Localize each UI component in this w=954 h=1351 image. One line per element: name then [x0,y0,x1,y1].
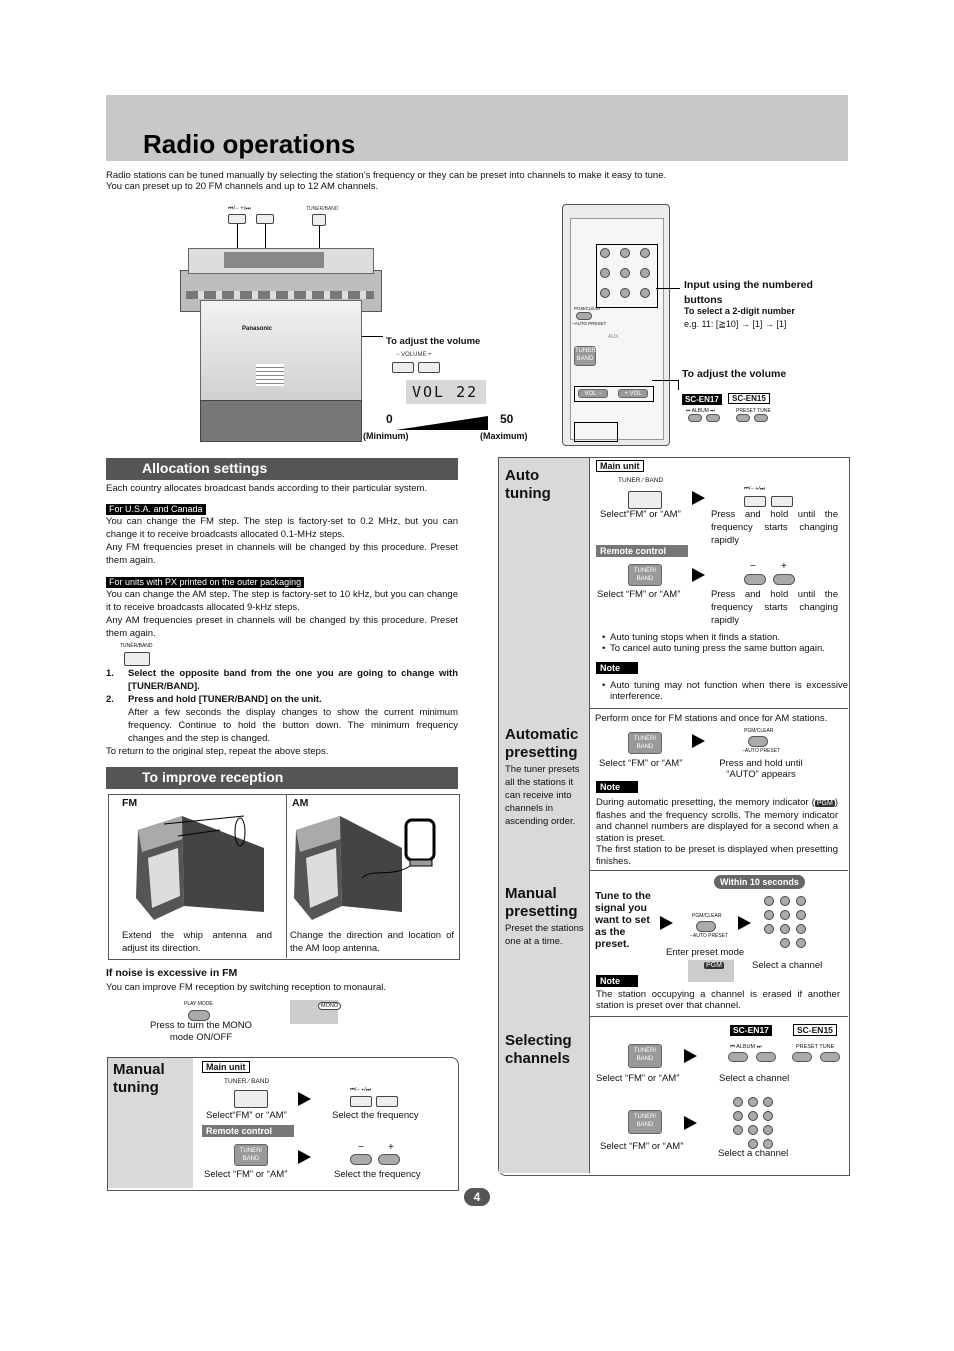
pgm-indicator-icon: PGM [816,800,833,807]
two-digit-label: To select a 2-digit number [684,306,795,316]
ap-pgm-clear-label: PGM/CLEAR [744,728,774,734]
at-arrow-1 [692,491,705,505]
am-caption: Change the direction and location of the AM loop antenna. [290,930,454,954]
remote-aux-label: AUX [608,334,619,340]
allocation-heading: Allocation settings [106,458,458,480]
at-note-text: • Auto tuning may not function when there is excessive interference. [610,680,848,702]
sc-album-down-button[interactable] [728,1052,748,1062]
sc-select-2: Select “FM” or “AM” [600,1141,684,1152]
px-para-1: You can change the AM step. The step is factory-set to 10 kHz, but you can change it to receive broadcasts allocated 9-kHz steps. [106,589,458,613]
tuner-band-button[interactable] [312,214,326,226]
preset-up-button[interactable] [754,414,768,422]
auto-preset-title: Automatic presetting [505,726,579,761]
page-number: 4 [464,1188,490,1206]
manual-preset-sub: Preset the stations one at a time. [505,923,584,947]
stereo-unit-body [180,248,380,424]
volume-display: VOL 22 [406,380,486,404]
mt-select-frequency: Select the frequency [332,1110,419,1121]
skip-forward-button[interactable] [256,214,274,224]
volume-down-button[interactable] [392,362,414,373]
step-2-number: 2. [106,694,114,705]
mt-arrow-1 [298,1092,311,1106]
ap-note-part-a: During automatic presetting, the memory indicator ( [596,797,815,808]
within-10-seconds-badge: Within 10 seconds [714,875,805,889]
mt-skip-forward-button[interactable] [376,1096,398,1107]
mono-caption [136,1020,266,1044]
manual-tuning-title: Manual tuning [113,1061,165,1096]
numbered-buttons-title: Input using the numbered buttons [684,279,813,306]
intro-line-2: You can preset up to 20 FM channels and up to 12 AM channels. [106,181,379,192]
mt-skip-label: ⏮/− +/⏭ [350,1087,371,1093]
sc-tuner-band-button-2[interactable]: TUNER/ BAND [628,1110,662,1134]
sc-tuner-band-button-1[interactable]: TUNER/ BAND [628,1044,662,1068]
fm-caption: Extend the whip antenna and adjust its direction. [122,930,272,954]
at-bullets [600,632,850,654]
sc-channel-keypad [733,1097,793,1153]
at-remote-tuner-band-button[interactable]: TUNER/ BAND [628,564,662,586]
remote-pgm-clear-button[interactable] [576,312,592,320]
at-select-2: Select “FM” or “AM” [597,589,681,600]
model-sc-en17-tag: SC-EN17 [682,394,722,405]
mp-note-tag: Note [596,975,638,987]
mono-indicator: MONO [318,1002,341,1010]
at-hold-1: Press and hold until the frequency starts changing rapidly [711,509,838,546]
at-minus-label: − [750,561,756,572]
two-digit-example: e.g. 11: [≧10] → [1] → [1] [684,319,787,329]
volume-min-value: 0 [386,412,393,426]
main-unit-figure [170,200,550,445]
sc-arrow-1 [684,1049,697,1063]
ap-note [596,797,838,867]
mp-pgm-clear-label: PGM/CLEAR [692,913,722,919]
at-bullet-1: • Auto tuning stops when it finds a station. [610,632,850,643]
sc-album-up-button[interactable] [756,1052,776,1062]
allocation-tuner-band-button[interactable] [124,652,150,666]
mt-arrow-2 [298,1150,311,1164]
manual-preset-title: Manual presetting [505,885,578,920]
at-tuner-band-button[interactable] [628,491,662,509]
mp-pgm-icon: PGM [706,962,722,969]
mono-caption-line-1: Press to turn the MONO [150,1020,252,1031]
remote-tuner-band-button[interactable]: TUNER/ BAND [574,346,596,366]
ap-note-part-c: The first station to be preset is displayed when presetting finishes. [596,844,838,867]
remote-pgm-clear-label: PGM/CLEAR [574,306,601,311]
at-skip-label: ⏮/− +/⏭ [744,486,765,492]
mt-main-unit-tag: Main unit [202,1061,250,1073]
at-skip-forward-button[interactable] [771,496,793,507]
ap-auto-preset-label: −AUTO PRESET [742,748,781,754]
mt-tuner-band-label: TUNER ⁄ BAND [224,1078,270,1085]
volume-min-label: (Minimum) [363,431,409,441]
ap-pgm-clear-button[interactable] [748,736,768,747]
sc-select-channel-1: Select a channel [719,1073,790,1084]
sc-select-channel-2: Select a channel [718,1148,789,1159]
mt-remote-minus-button[interactable] [350,1154,372,1165]
am-loop-antenna-illustration [292,808,442,926]
ap-tuner-band-button[interactable]: TUNER/ BAND [628,732,662,754]
mp-auto-preset-label: −AUTO PRESET [690,933,729,939]
step-1-number: 1. [106,668,114,679]
remote-auto-preset-label: −AUTO PRESET [572,321,607,326]
ap-intro: Perform once for FM stations and once for AM stations. [595,713,828,724]
at-arrow-2 [692,568,705,582]
at-select-1: Select“FM” or “AM” [600,509,681,520]
sc-arrow-2 [684,1116,697,1130]
sc-preset-tune-label: PRESET TUNE [796,1044,835,1050]
mt-remote-tuner-band-button[interactable]: TUNER/ BAND [234,1144,268,1166]
volume-label: − VOLUME + [396,352,432,358]
usa-tag: For U.S.A. and Canada [106,504,206,515]
at-bullet-2: • To cancel auto tuning press the same button again. [610,643,850,654]
mp-arrow-1 [660,916,673,930]
usa-para-2: Any FM frequencies preset in channels will be changed by this procedure. Preset them again. [106,542,458,566]
numbered-keypad [600,248,656,304]
fm-antenna-illustration [124,808,274,926]
page-title: Radio operations [143,129,356,159]
ap-note-tag: Note [596,781,638,793]
mp-arrow-2 [738,916,751,930]
preset-down-button[interactable] [736,414,750,422]
sc-model-sc-en15-tag: SC-EN15 [793,1024,837,1036]
volume-ramp [396,416,488,430]
usa-para-1: You can change the FM step. The step is factory-set to 0.2 MHz, but you can change it to receive broadcasts allocated 0.1-MHz steps. [106,516,458,540]
volume-max-label: (Maximum) [480,431,528,441]
mt-plus-label: + [388,1142,394,1153]
intro-line-1: Radio stations can be tuned manually by selecting the station’s frequency or they can be preset into channels to make it easy to tune. [106,170,667,181]
mp-enter-preset: Enter preset mode [666,947,745,958]
mp-tune-to: Tune to the signal you want to set as the preset. [595,890,651,950]
mp-select-channel: Select a channel [752,960,823,971]
mt-select-fm-am-2: Select “FM” or “AM” [204,1169,288,1180]
ap-note-part-b: ) flashes and the frequency scrolls. The memory indicator and channel numbers are displayed for a second when a station is preset. [596,797,838,844]
mt-skip-back-button[interactable] [350,1096,372,1107]
remote-vol-down-button[interactable]: VOL − [578,389,608,398]
at-tuner-band-label: TUNER ⁄ BAND [618,477,664,484]
at-note [600,680,848,702]
mt-remote-tag: Remote control [202,1125,294,1137]
noise-text: You can improve FM reception by switching reception to monaural. [106,982,387,993]
mt-tuner-band-button[interactable] [234,1090,268,1108]
at-skip-back-button[interactable] [744,496,766,507]
sc-album-label: ⏮ ALBUM ⏭ [730,1044,762,1050]
adjust-volume-label: To adjust the volume [386,336,481,347]
volume-max-value: 50 [500,412,514,426]
ap-select: Select “FM” or “AM” [599,758,683,769]
mt-select-frequency-2: Select the frequency [334,1169,421,1180]
brand-label: Panasonic [242,326,273,332]
px-para-2: Any AM frequencies preset in channels will be changed by this procedure. Preset them again. [106,615,458,639]
remote-adjust-volume-label: To adjust the volume [682,368,787,380]
remote-vol-up-button[interactable]: + VOL [618,389,648,398]
selecting-channels-title: Selecting channels [505,1032,572,1067]
ap-hold: Press and hold until “AUTO” appears [719,758,803,780]
at-main-unit-tag: Main unit [596,460,644,472]
at-remote-minus-button[interactable] [744,574,766,585]
mono-caption-line-2: mode ON/OFF [169,1032,233,1043]
sc-model-sc-en17-tag: SC-EN17 [730,1025,772,1036]
at-note-tag: Note [596,662,638,674]
am-label: AM [292,797,309,809]
ap-arrow [692,734,705,748]
mt-select-fm-am: Select“FM” or “AM” [206,1110,287,1121]
auto-tuning-title: Auto tuning [505,467,551,502]
intro-text [106,170,846,192]
tuner-band-label: TUNER/BAND [306,206,339,212]
return-note: To return to the original step, repeat the above steps. [106,746,329,757]
volume-up-button[interactable] [418,362,440,373]
sc-preset-down-button[interactable] [792,1052,812,1062]
allocation-button-label: TUNER/BAND [120,643,153,649]
preset-tune-label: PRESET TUNE [736,408,771,414]
skip-back-button[interactable] [228,214,246,224]
auto-preset-sub: The tuner presets all the stations it can receive into channels in ascending order. [505,764,580,827]
mt-remote-plus-button[interactable] [378,1154,400,1165]
album-up-button[interactable] [706,414,720,422]
px-tag: For units with PX printed on the outer packaging [106,577,304,588]
allocation-intro: Each country allocates broadcast bands according to their particular system. [106,483,428,494]
at-remote-tag: Remote control [596,545,688,557]
skip-buttons-label: ⏮/− +/⏭ [228,206,251,212]
sc-select-1: Select “FM” or “AM” [596,1073,680,1084]
step-2-detail: After a few seconds the display changes to show the current minimum frequency. Continue to hold the button down. The minimum frequency changes and the step is changed. [128,707,458,744]
fm-label: FM [122,797,138,809]
at-hold-2: Press and hold until the frequency starts changing rapidly [711,589,838,626]
album-label: ⏮ ALBUM ⏭ [686,408,715,414]
step-2-text: Press and hold [TUNER/BAND] on the unit. [128,694,322,705]
mp-channel-keypad [764,896,824,952]
mt-minus-label: − [358,1142,364,1153]
remote-figure [560,204,850,444]
sc-preset-up-button[interactable] [820,1052,840,1062]
mp-pgm-clear-button[interactable] [696,921,716,932]
play-mode-label: PLAY MODE [184,1001,213,1007]
model-sc-en15-tag: SC-EN15 [728,393,770,404]
step-1-text: Select the opposite band from the one you are going to change with [TUNER/BAND]. [128,668,458,692]
mp-note: The station occupying a channel is erased if another station is preset over that channel. [596,989,840,1011]
noise-title: If noise is excessive in FM [106,967,238,979]
at-plus-label: + [781,561,787,572]
album-down-button[interactable] [688,414,702,422]
page-header [106,95,848,161]
at-remote-plus-button[interactable] [773,574,795,585]
reception-heading: To improve reception [106,767,458,789]
